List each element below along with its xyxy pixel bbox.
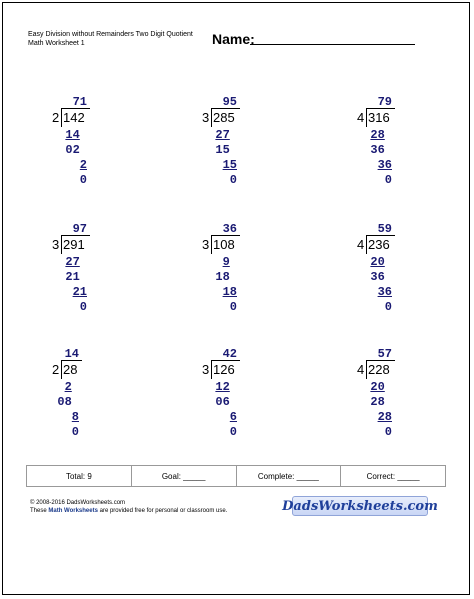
work-step: 02 — [65, 143, 80, 157]
work-step: 20 — [370, 380, 385, 394]
work-step: 15 — [215, 143, 230, 157]
usage-line — [30, 507, 227, 515]
work-step: 0 — [71, 425, 79, 439]
dividend: 236 — [368, 237, 390, 252]
work-step: 36 — [377, 285, 392, 299]
work-step: 2 — [64, 380, 72, 394]
divisor: 4 — [357, 110, 365, 125]
work-step: 15 — [222, 158, 237, 172]
division-problem — [345, 347, 435, 447]
work-step: 8 — [71, 410, 79, 424]
work-step: 21 — [65, 270, 80, 284]
work-step: 2 — [79, 158, 87, 172]
dadsworksheets-logo: DadsWorksheets.com — [292, 496, 428, 516]
copyright — [30, 499, 227, 515]
title-line-1: Easy Division without Remainders Two Digit Quotient — [28, 31, 193, 38]
work-step: 27 — [215, 128, 230, 142]
usage-pre: These — [30, 508, 47, 514]
dividend: 228 — [368, 362, 390, 377]
dividend: 142 — [63, 110, 85, 125]
quotient: 14 — [64, 347, 79, 361]
name-label: Name: — [212, 31, 255, 47]
work-step: 21 — [72, 285, 87, 299]
work-step: 0 — [79, 300, 87, 314]
work-step: 28 — [370, 128, 385, 142]
quotient: 57 — [377, 347, 392, 361]
divisor: 3 — [52, 237, 60, 252]
complete-cell: Complete: _____ — [237, 466, 342, 486]
division-problem — [40, 222, 130, 322]
goal-cell: Goal: _____ — [132, 466, 237, 486]
work-step: 14 — [65, 128, 80, 142]
worksheet-title — [28, 30, 193, 48]
division-problem — [190, 95, 280, 195]
score-footer — [26, 465, 446, 487]
work-step: 28 — [377, 410, 392, 424]
division-problem — [345, 222, 435, 322]
work-step: 0 — [384, 173, 392, 187]
division-problem — [40, 347, 130, 447]
dividend: 126 — [213, 362, 235, 377]
quotient: 95 — [222, 95, 237, 109]
division-problem — [345, 95, 435, 195]
work-step: 0 — [79, 173, 87, 187]
divisor: 3 — [202, 362, 210, 377]
quotient: 59 — [377, 222, 392, 236]
work-step: 9 — [222, 255, 230, 269]
divisor: 3 — [202, 110, 210, 125]
work-step: 0 — [229, 300, 237, 314]
division-problem — [190, 347, 280, 447]
work-step: 0 — [229, 425, 237, 439]
divisor: 3 — [202, 237, 210, 252]
copyright-line: © 2008-2016 DadsWorksheets.com — [30, 500, 126, 506]
quotient: 71 — [72, 95, 87, 109]
quotient: 42 — [222, 347, 237, 361]
work-step: 0 — [229, 173, 237, 187]
total-cell: Total: 9 — [27, 466, 132, 486]
work-step: 36 — [377, 158, 392, 172]
math-worksheets-link[interactable]: Math Worksheets — [48, 508, 98, 514]
divisor: 2 — [52, 110, 60, 125]
work-step: 06 — [215, 395, 230, 409]
dividend: 28 — [63, 362, 78, 377]
work-step: 6 — [229, 410, 237, 424]
work-step: 0 — [384, 425, 392, 439]
correct-cell: Correct: _____ — [366, 471, 420, 481]
quotient: 97 — [72, 222, 87, 236]
usage-post: are provided free for personal or classroom use. — [99, 508, 228, 514]
work-step: 18 — [222, 285, 237, 299]
work-step: 18 — [215, 270, 230, 284]
work-step: 28 — [370, 395, 385, 409]
dividend: 108 — [213, 237, 235, 252]
division-problem — [40, 95, 130, 195]
divisor: 4 — [357, 237, 365, 252]
quotient: 36 — [222, 222, 237, 236]
work-step: 36 — [370, 270, 385, 284]
work-step: 36 — [370, 143, 385, 157]
divisor: 4 — [357, 362, 365, 377]
work-step: 20 — [370, 255, 385, 269]
dividend: 291 — [63, 237, 85, 252]
name-line[interactable] — [250, 44, 415, 45]
work-step: 12 — [215, 380, 230, 394]
divisor: 2 — [52, 362, 60, 377]
work-step: 27 — [65, 255, 80, 269]
dividend: 316 — [368, 110, 390, 125]
title-line-2: Math Worksheet 1 — [28, 40, 85, 47]
quotient: 79 — [377, 95, 392, 109]
work-step: 08 — [57, 395, 72, 409]
work-step: 0 — [384, 300, 392, 314]
dividend: 285 — [213, 110, 235, 125]
division-problem — [190, 222, 280, 322]
